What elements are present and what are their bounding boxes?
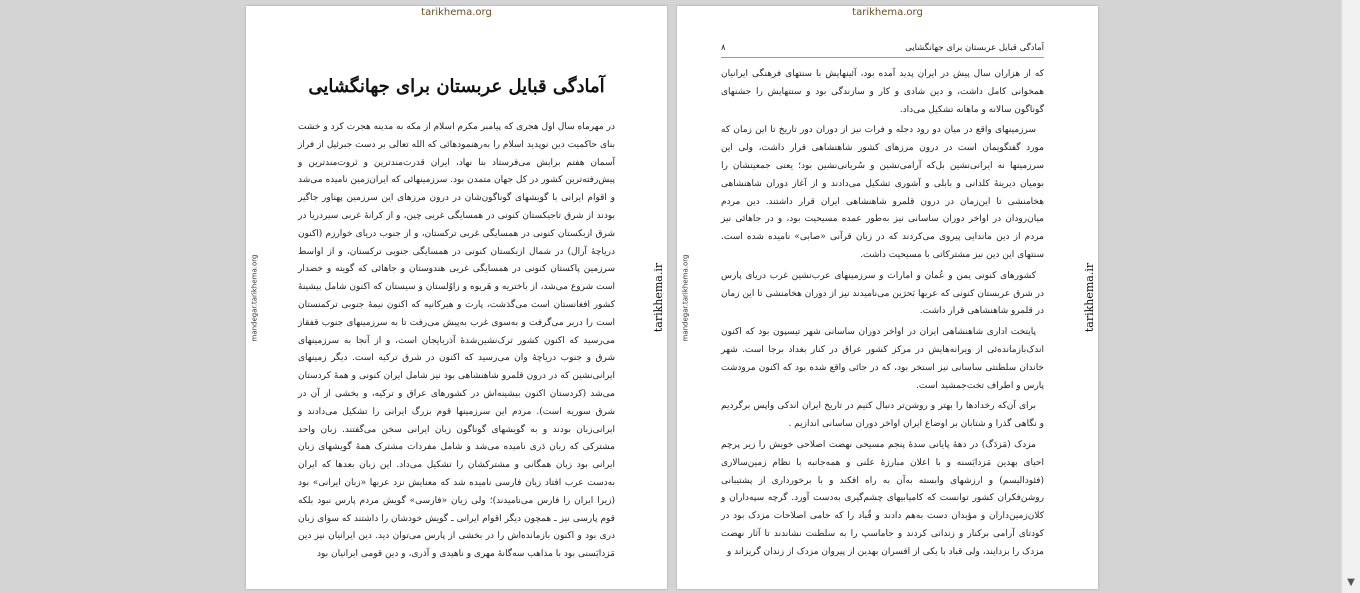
paragraph: کشورهای کنونی یمن و عُمان و امارات و سرزمینهای عرب‌نشین غرب دریای پارس در شرق عربستان کنونی که عربها بَحرَین می‌نامیدند نیز از دوران هخامنشی تا این زمان در قلمرو شاهنشاهی قرار داشت.	[721, 270, 1044, 317]
side-watermark-right-text: tarikhema.ir	[1083, 262, 1097, 333]
paragraph: برای آن‌که رخدادها را بهتر و روشن‌تر دنبال کنیم در تاریخ ایران اندکی واپس برگردیم و نگاهی گذرا و شتابان بر اوضاع ایران اواخر دوران ساسانی اندازیم .	[721, 401, 1044, 430]
vertical-scrollbar[interactable]	[1341, 0, 1360, 593]
paragraph: سرزمینهای واقع در میان دو رود دجله و فرات نیز از دوران دور تاریخ تا این زمان که مورد گفتگویمان است در درون مرزهای کشور شاهنشاهی قرار داشت، ولی این سرزمینها نه ایرانی‌نشین بل‌که آرامی‌نشین و سُریانی‌نشین بود؛ یعنی جمعیتشان را بومیان دیرینهٔ کلدانی و بابلی و آشوری تشکیل می‌دادند و از آغاز دوران شاهنشاهی هخامنشی تا این‌زمان در درون قلمرو شاهنشاهی ایران قرار داشتند. دین مردم میان‌رودان در اواخر دوران ساسانی نیز به‌طور عمده مسیحیت بود، و در جاهائی نیز مردم از دین ماندایی پیروی می‌کردند که در زبان قرآنی «صابی» نامیده شده است. سنتهای این دین نیز مشترکاتی با مسیحیت داشت.	[721, 125, 1044, 260]
document-page-left	[246, 6, 667, 589]
side-watermark-left-text: mandegar.tarikhema.org	[681, 254, 689, 341]
side-watermark-right	[1082, 6, 1098, 589]
body-text	[721, 66, 1044, 565]
side-watermark-left	[246, 6, 262, 589]
paragraph: مزدک (مَزدَگ) در دههٔ پایانی سدهٔ پنجم مسیحی نهضت اصلاحی خویش را زیر پرچم احیای بهدین مَزدایَسنه و با اعلان مبارزهٔ علنی و همه‌جانبه با نظام زمین‌سالاری (فئودالیسم) و ارزشهای وابسته به‌آن به راه افکند و با برخورداری از پشتیبانی روشن‌فکران کشور توانست که کامیابیهای چشم‌گیری به‌دست آورد. گرچه سپه‌داران و کلان‌زمین‌داران و مؤبدان دست به‌هم دادند و قُباد را که حامی اصلاحات مزدک بود در کودتای آرامی برکنار و زندانی کردند و جاماسپ را به سلطنت نشاندند تا آثار نهضت مزدک را بزدایند، ولی قباد با یکی از افسران بهدین از پیروان مزدک از زندان گریزاند و	[721, 439, 1044, 557]
running-header-title: آمادگی قبایل عربستان برای جهانگشایی	[905, 43, 1044, 53]
chapter-title: آمادگی قبایل عربستان برای جهانگشایی	[308, 76, 605, 97]
body-text: در مهرماه سال اول هجری که پیامبر مکرم اسلام از مکه به مدینه هجرت کرد و خشت بنای حاکمیت دین نوپدید اسلام را به‌رهنمودهائی که الله تعالی بر دست جبرئیل از فراز آسمان هفتم برایش می‌فرستاد بنا نهاد، ایران قدرت‌مندترین و ثروت‌مندترین و پیش‌رفته‌ترین کشور در کل جهان متمدن بود. سرزمینهائی که ایران‌زمین نامیده می‌شد و اقوام ایرانی با گویشهای گوناگون‌شان در درون مرزهای این سرزمین پهناور جاگیر بودند از شرق تاجیکستان کنونی در همسایگی غربی چین، و از کرانهٔ غربی سیردریا در شرق ازبکستان کنونی در همسایگی غربی ترکستان، و از جنوب دریای خوارزم (اکنون دریاچهٔ آرال) در شمال ازبکستان کنونی در همسایگی جنوبی ترکستان، و از اواسط سرزمین پاکستان کنونی در همسایگی غربی هندوستان و جاهائی که گویته و خضدار است شروع می‌شد، از باختریه و هَریوه و زاوُلستان و سیستان که اکنون شامل بیشینهٔ کشور افغانستان است می‌گذشت، پارت و هیرکانیه که اکنون نیمهٔ جنوبی ترکمنستان است را دربر می‌گرفت و به‌سوی غرب به‌پیش می‌رفت تا به سرزمینهای جنوب قفقاز می‌رسید که اکنون کشور ترک‌نشین‌شدهٔ آذربایجان است، و از آنجا به سرزمینهای شرق و جنوب دریاچهٔ وان می‌رسید که اکنون در شرق ترکیه است. دیگر زمینهای ایرانی‌نشین که در درون قلمرو شاهنشاهی بود نیز شامل ایران کنونی و همهٔ کردستان می‌شد (کردستان اکنون بیشینه‌اش در کشورهای عراق و ترکیه، و بخشی از آن در شرق سوریه است). مردم این سرزمینها قوم بزرگ ایرانی را تشکیل می‌دادند و ایرانی‌زبان بودند و به گویشهای گوناگون زبان ایرانی سخن می‌گفتند. زبان واحد مشترکی که زبان دَری نامیده می‌شد و شامل مفردات مشترک همهٔ گویشهای زبان ایرانی بود زبان همگانی و مشترکشان را تشکیل می‌داد. این زبان بعدها که ایران به‌دست عرب افتاد زبان فارسی نامیده شد که معنایش نزد عربها «زبان ایرانی» بود (زیرا ایران را فارس می‌نامیدند)؛ ولی زبان «فارسی» گویش مردم پارس نبود بلکه قوم پارسی نیز ـ همچون دیگر اقوام ایرانی ـ گویش خودشان را داشتند که سوای زبان دری بود و اکنون بازمانده‌اش را در بخشی از پارس می‌توان دید. دین ایرانیان نیز دین مَزدایَسنی بود با مذاهب سه‌گانهٔ مهری و ناهیدی و آذری، و دین قومی ایرانیان بود	[298, 122, 615, 560]
page-header-url: tarikhema.org	[421, 7, 492, 18]
paragraph: پایتخت اداری شاهنشاهی ایران در اواخر دوران ساسانی شهر تیسپون بود که اکنون اندک‌بازمانده‌ئی از ویرانه‌هایش در مرکز کشور عراق در کنار بغداد برجا است. شهر خاندان سلطنتی ساسانی نیز استخر بود، که در جائی واقع شده بود که اکنون مرودشت پارس و اطراف تخت‌جمشید است.	[721, 327, 1044, 391]
side-watermark-left	[677, 6, 693, 589]
page-header-url: tarikhema.org	[852, 7, 923, 18]
paragraph: که از هزاران سال پیش در ایران پدید آمده بود، آئینهایش با سنتهای فرهنگی ایرانیان همخوانی کامل داشت، و دین شادی و کار و سازندگی بود و سنتهایش را جشنهای گوناگون سالانه و ماهانه تشکیل می‌داد.	[721, 69, 1044, 115]
side-watermark-left-text: mandegar.tarikhema.org	[250, 254, 258, 341]
side-watermark-right	[651, 6, 667, 589]
document-page-right	[677, 6, 1098, 589]
running-header	[721, 42, 1044, 58]
side-watermark-right-text: tarikhema.ir	[652, 262, 666, 333]
page-number: ۸	[721, 43, 726, 53]
scroll-down-arrow-icon[interactable]: ▼	[1347, 577, 1355, 588]
